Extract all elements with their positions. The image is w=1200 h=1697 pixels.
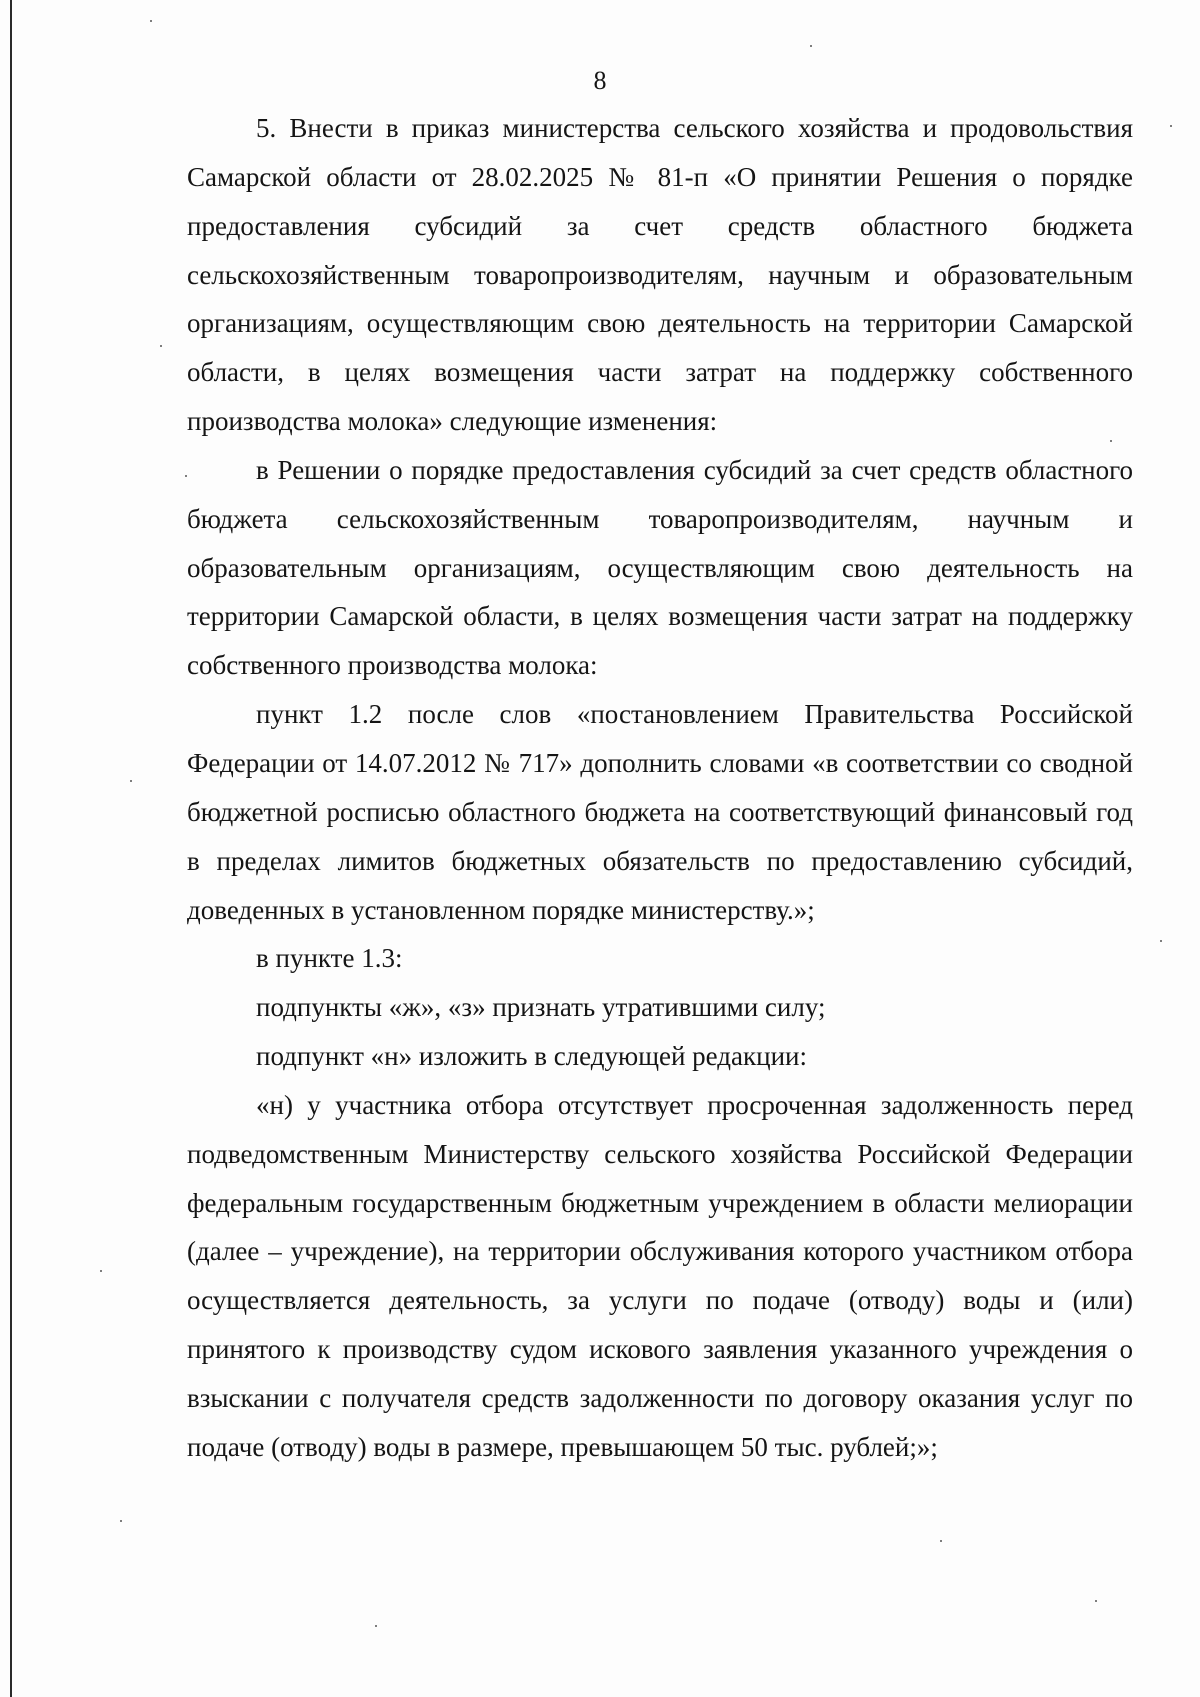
scan-speck <box>130 780 132 782</box>
scan-speck <box>160 345 162 347</box>
paragraph-point-1-3: в пункте 1.3: <box>256 943 403 974</box>
paragraph-amendment-order: 5. Внести в приказ министерства сельского хозяйства и продовольствия Самарской области от 28.02.2025 № 81-п «О принятии Решения о порядке предоставления субсидий за счет средств областного бюджета сельскохозяйственным товаропроизводителям, научным и образовательным организациям, осуществляющим свою деятельность на территории Самарской области, в целях возмещения части затрат на поддержку собственного производства молока» следующие изменения: <box>187 113 1133 437</box>
scan-speck <box>1110 440 1112 442</box>
paragraph-subpoint-n-intro: подпункт «н» изложить в следующей редакции: <box>256 1041 807 1072</box>
paragraph-subpoints-invalid: подпункты «ж», «з» признать утратившими силу; <box>256 992 826 1023</box>
scan-speck <box>810 45 812 47</box>
scan-speck <box>150 20 152 22</box>
scan-speck <box>1170 125 1172 127</box>
scan-speck <box>100 1270 102 1272</box>
scan-speck <box>375 1625 377 1627</box>
document-body <box>187 104 1133 1472</box>
page-number: 8 <box>593 66 607 95</box>
scan-speck <box>1160 940 1162 942</box>
paragraph-in-decision: в Решении о порядке предоставления субсидий за счет средств областного бюджета сельскохозяйственным товаропроизводителям, научным и образовательным организациям, осуществляющим свою деятельность на территории Самарской области, в целях возмещения части затрат на поддержку собственного производства молока: <box>187 454 1133 681</box>
scan-speck <box>940 1540 942 1542</box>
scan-speck <box>1095 1600 1097 1602</box>
scan-speck <box>120 1520 122 1522</box>
scan-speck <box>185 475 187 477</box>
paragraph-point-1-2: пункт 1.2 после слов «постановлением Правительства Российской Федерации от 14.07.2012 № 717» дополнить словами «в соответствии со сводной бюджетной росписью областного бюджета на соответствующий финансовый год в пределах лимитов бюджетных обязательств по предоставлению субсидий, доведенных в установленном порядке министерству.»; <box>187 699 1133 925</box>
paragraph-subpoint-n-text: «н) у участника отбора отсутствует просроченная задолженность перед подведомственным Министерству сельского хозяйства Российской Федерации федеральным государственным бюджетным учреждением в области мелиорации (далее – учреждение), на территории обслуживания которого участником отбора осуществляется деятельность, за услуги по подаче (отводу) воды и (или) принятого к производству судом искового заявления указанного учреждения о взыскании с получателя средств задолженности по договору оказания услуг по подаче (отводу) воды в размере, превышающем 50 тыс. рублей;»; <box>187 1089 1133 1462</box>
scan-left-edge <box>10 0 12 1697</box>
